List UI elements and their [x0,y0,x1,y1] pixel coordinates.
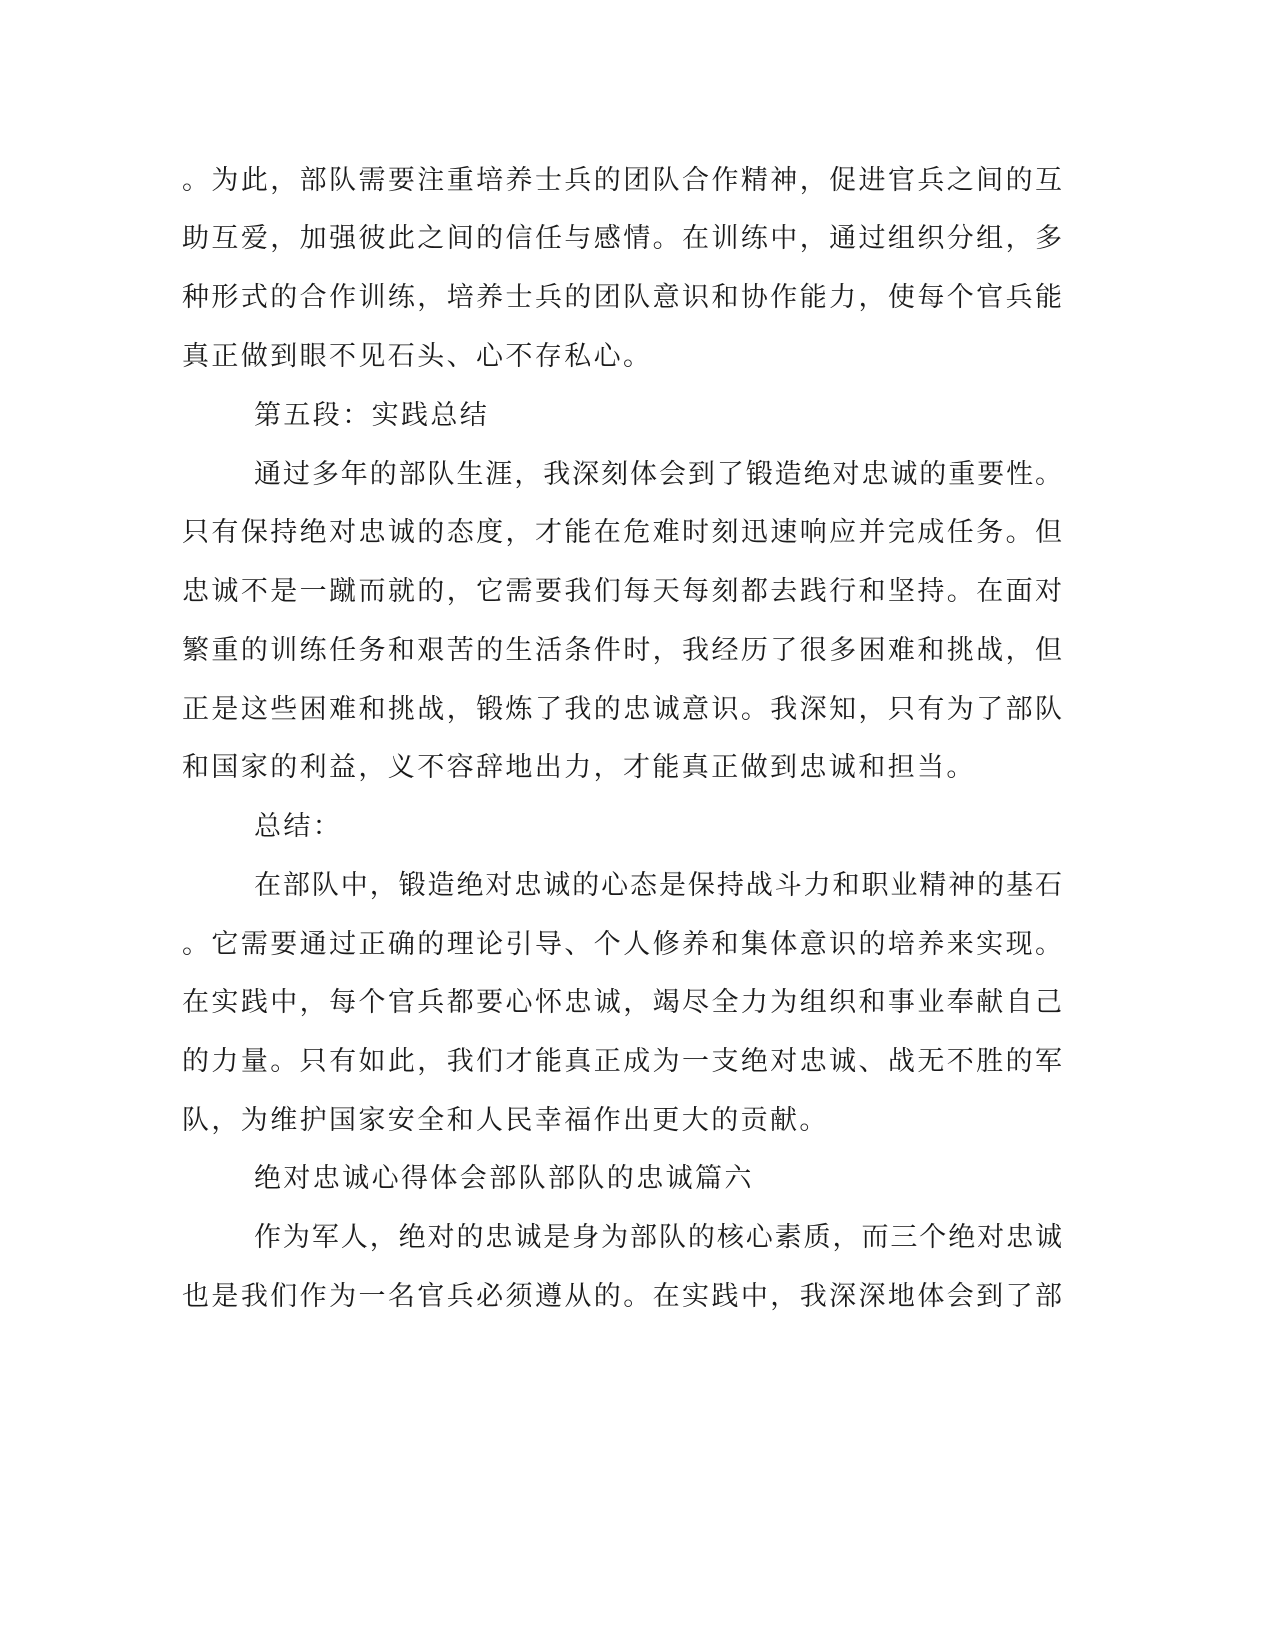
summary-heading: 总结： [254,811,343,842]
text-line-11: 和国家的利益，义不容辞地出力，才能真正做到忠诚和担当。 [182,752,976,783]
text-line-8: 忠诚不是一蹴而就的，它需要我们每天每刻都去践行和坚持。在面对 [182,576,1062,607]
text-line-13: 在部队中，锻造绝对忠诚的心态是保持战斗力和职业精神的基石 [254,870,1062,901]
text-line-4: 真正做到眼不见石头、心不存私心。 [182,341,653,372]
text-line-14: 。它需要通过正确的理论引导、个人修养和集体意识的培养来实现。 [182,929,1062,960]
text-line-10: 正是这些困难和挑战，锻炼了我的忠诚意识。我深知，只有为了部队 [182,694,1062,725]
text-line-2: 助互爱，加强彼此之间的信任与感情。在训练中，通过组织分组，多 [182,223,1062,254]
text-line-16: 的力量。只有如此，我们才能真正成为一支绝对忠诚、战无不胜的军 [182,1046,1062,1077]
text-line-9: 繁重的训练任务和艰苦的生活条件时，我经历了很多困难和挑战，但 [182,635,1062,666]
text-line-17: 队，为维护国家安全和人民幸福作出更大的贡献。 [182,1105,829,1136]
section-heading-5: 第五段：实践总结 [254,400,490,431]
text-line-15: 在实践中，每个官兵都要心怀忠诚，竭尽全力为组织和事业奉献自己 [182,987,1062,1018]
text-line-7: 只有保持绝对忠诚的态度，才能在危难时刻迅速响应并完成任务。但 [182,517,1062,548]
text-line-6: 通过多年的部队生涯，我深刻体会到了锻造绝对忠诚的重要性。 [254,459,1062,490]
chapter-title-6: 绝对忠诚心得体会部队部队的忠诚篇六 [254,1163,754,1194]
text-line-20: 也是我们作为一名官兵必须遵从的。在实践中，我深深地体会到了部 [182,1281,1062,1312]
text-line-19: 作为军人，绝对的忠诚是身为部队的核心素质，而三个绝对忠诚 [254,1222,1062,1253]
text-line-1: 。为此，部队需要注重培养士兵的团队合作精神，促进官兵之间的互 [182,165,1062,196]
text-line-3: 种形式的合作训练，培养士兵的团队意识和协作能力，使每个官兵能 [182,282,1062,313]
